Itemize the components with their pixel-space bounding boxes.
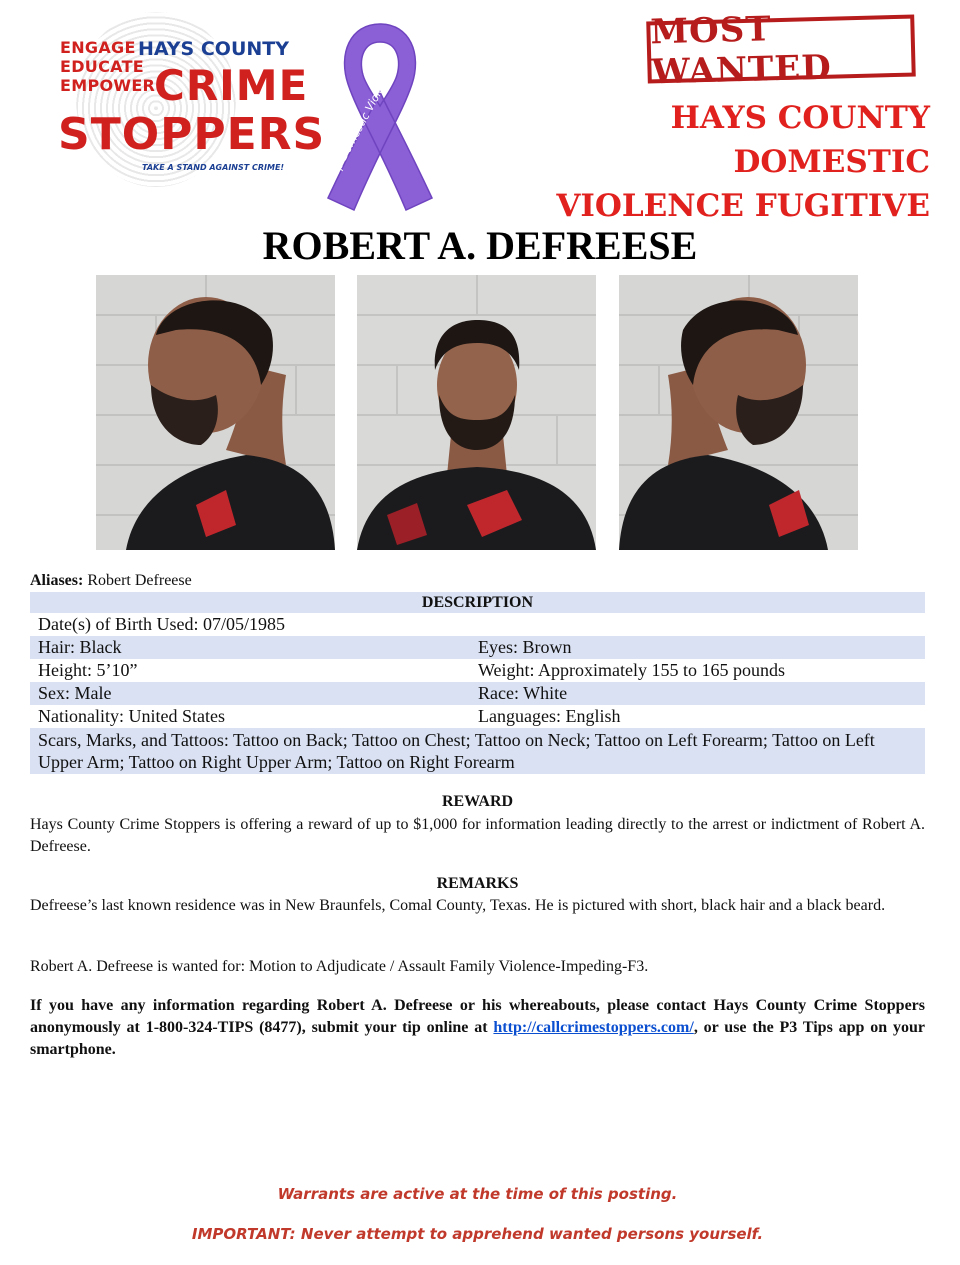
logo-crime: CRIME [154, 61, 309, 110]
description-table [30, 592, 925, 774]
mugshot-left-profile [96, 275, 335, 550]
most-wanted-stamp [646, 9, 916, 93]
wanted-for-text: Robert A. Defreese is wanted for: Motion to Adjudicate / Assault Family Violence-Impeding-F3. [30, 958, 649, 975]
logo-empower: EMPOWER [60, 76, 156, 95]
scars-cell: Scars, Marks, and Tattoos: Tattoo on Back; Tattoo on Chest; Tattoo on Neck; Tattoo on Left Forearm; Tattoo on Left Upper Arm; Tattoo on Right Upper Arm; Tattoo on Right Forearm [30, 728, 925, 774]
remarks-text: Defreese’s last known residence was in New Braunfels, Comal County, Texas. He is pictured with short, black hair and a black beard. [30, 897, 886, 914]
height-cell: Height: 5’10” [38, 660, 138, 680]
contact-text-end: , or use the P3 Tips app on your smartphone. [30, 1019, 926, 1058]
hair-cell: Hair: Black [30, 636, 470, 659]
logo-county: HAYS COUNTY [138, 38, 289, 60]
headline-line2: VIOLENCE FUGITIVE [556, 188, 930, 224]
headline-line1: HAYS COUNTY DOMESTIC [670, 100, 930, 180]
logo-tagline: TAKE A STAND AGAINST CRIME! [142, 163, 285, 172]
purple-ribbon-icon [310, 14, 450, 214]
languages-cell: Languages: English [478, 706, 621, 726]
sex-cell: Sex: Male [30, 682, 470, 705]
contact-paragraph [30, 995, 925, 1061]
eyes-cell: Eyes: Brown [470, 636, 925, 659]
logo-stoppers: STOPPERS [58, 109, 326, 160]
important-notice: IMPORTANT: Never attempt to apprehend wanted persons yourself. [191, 1225, 764, 1243]
headline [490, 96, 930, 228]
fugitive-name: ROBERT A. DEFREESE [262, 223, 698, 268]
dob-cell: Date(s) of Birth Used: 07/05/1985 [38, 614, 285, 634]
aliases-value: Robert Defreese [87, 572, 192, 589]
mugshot-front [357, 275, 596, 550]
contact-text: If you have any information regarding Robert A. Defreese or his whereabouts, please contact Hays County Crime Stoppers anonymously at 1-800-324-TIPS (8477), submit your tip online at [30, 997, 925, 1036]
reward-text: Hays County Crime Stoppers is offering a reward of up to $1,000 for information leading directly to the arrest or indictment of Robert A. Defreese. [30, 816, 925, 855]
aliases-label: Aliases: [30, 572, 84, 589]
description-heading: DESCRIPTION [30, 592, 925, 613]
logo-engage: ENGAGE [60, 38, 136, 57]
stamp-text: MOST WANTED [649, 9, 833, 93]
warrants-notice: Warrants are active at the time of this posting. [277, 1185, 678, 1203]
aliases [30, 572, 192, 590]
crime-stoppers-logo [46, 12, 326, 187]
logo-educate: EDUCATE [60, 57, 145, 76]
race-cell: Race: White [470, 682, 925, 705]
tip-link[interactable]: http://callcrimestoppers.com/ [493, 1019, 694, 1036]
remarks-heading: REMARKS [436, 875, 519, 892]
nationality-cell: Nationality: United States [38, 706, 225, 726]
reward-heading: REWARD [441, 793, 514, 810]
ribbon-text: Stop Domestic Violence [323, 65, 397, 188]
weight-cell: Weight: Approximately 155 to 165 pounds [478, 660, 786, 680]
mugshot-right-profile [619, 275, 858, 550]
